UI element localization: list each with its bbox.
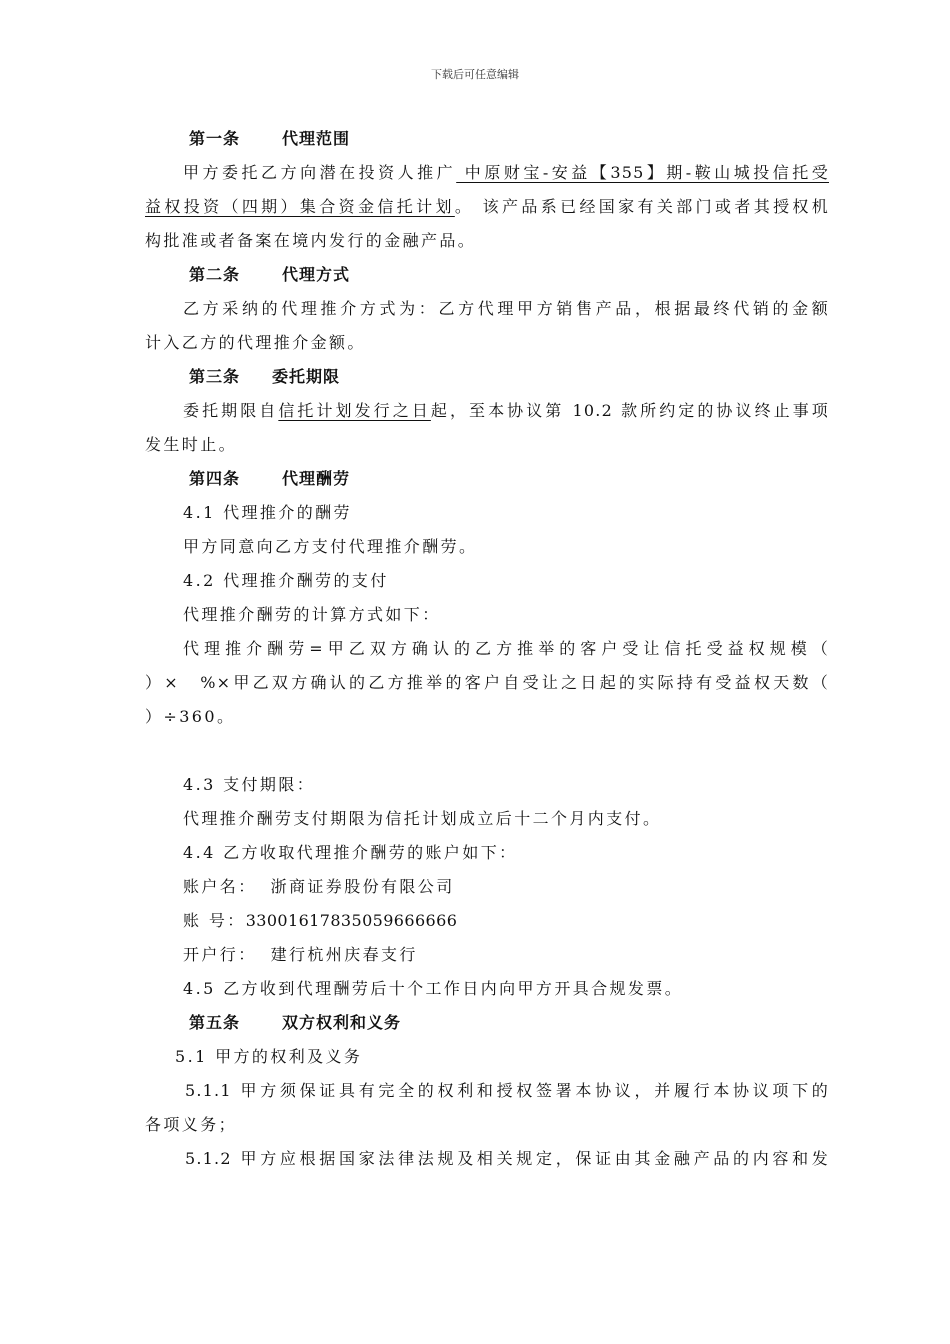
bank-branch-value: 建行杭州庆春支行 [270,945,418,964]
clause-4-3: 4.3 支付期限： [183,775,316,794]
account-name-label: 账户名： [183,877,257,896]
clause-5-1-1-line-1: 5.1.1 甲方须保证具有完全的权利和授权签署本协议，并履行本协议项下的 [185,1081,829,1100]
article-1-paragraph-line-3: 构批准或者备案在境内发行的金融产品。 [145,231,477,250]
bank-branch-label: 开户行： [183,945,257,964]
article-3-paragraph-line-1: 委托期限自信托计划发行之日起，至本协议第 10.2 款所约定的协议终止事项 [183,401,829,420]
article-1-paragraph-line-2: 益权投资（四期）集合资金信托计划。 该产品系已经国家有关部门或者其授权机 [145,197,829,216]
article-2-paragraph-line-2: 计入乙方的代理推介金额。 [145,333,366,352]
account-number-row [145,904,829,938]
article-1-paragraph-line-1: 甲方委托乙方向潜在投资人推广 中原财宝-安益【355】期-鞍山城投信托受 [183,163,829,182]
clause-4-4: 4.4 乙方收取代理推介酬劳的账户如下： [183,843,518,862]
article-2-number: 第二条 [189,265,241,284]
article-2-heading [145,258,829,292]
clause-4-2: 4.2 代理推介酬劳的支付 [183,571,389,590]
account-name-value: 浙商证券股份有限公司 [270,877,455,896]
article-1-title: 代理范围 [282,129,351,148]
formula-line-1: 代理推介酬劳=甲乙双方确认的乙方推举的客户受让信托受益权规模（ [183,639,829,658]
article-5-heading [145,1006,829,1040]
article-1-number: 第一条 [189,129,241,148]
article-1-heading [145,122,829,156]
formula-line-2: ）× %×甲乙双方确认的乙方推举的客户自受让之日起的实际持有受益权天数（ [145,673,829,692]
blank-line [145,734,829,768]
article-3-title: 委托期限 [272,367,341,386]
article-5-number: 第五条 [189,1013,241,1032]
clause-4-3-text: 代理推介酬劳支付期限为信托计划成立后十二个月内支付。 [183,809,662,828]
clause-4-1: 4.1 代理推介的酬劳 [183,503,352,522]
article-4-number: 第四条 [189,469,241,488]
account-name-row [145,870,829,904]
formula-line-3: ）÷360。 [145,707,236,726]
clause-5-1: 5.1 甲方的权利及义务 [175,1047,363,1066]
article-3-heading [145,360,829,394]
product-name-underlined-cont: 益权投资（四期）集合资金信托计划 [145,197,455,216]
document-body [145,122,829,1176]
clause-5-1-1-line-2: 各项义务； [145,1115,238,1134]
bank-branch-row [145,938,829,972]
article-2-title: 代理方式 [282,265,351,284]
clause-4-1-text: 甲方同意向乙方支付代理推介酬劳。 [183,537,478,556]
product-name-underlined: 中原财宝-安益【355】期-鞍山城投信托受 [456,163,829,182]
clause-5-1-2-line-1: 5.1.2 甲方应根据国家法律法规及相关规定，保证由其金融产品的内容和发 [185,1149,829,1168]
article-4-heading [145,462,829,496]
clause-4-5: 4.5 乙方收到代理酬劳后十个工作日内向甲方开具合规发票。 [183,979,684,998]
article-4-title: 代理酬劳 [282,469,351,488]
clause-4-2-text: 代理推介酬劳的计算方式如下： [183,605,441,624]
trust-issue-date-underlined: 信托计划发行之日 [278,401,431,420]
article-3-number: 第三条 [189,367,241,386]
account-number-value: 33001617835059666666 [245,911,458,930]
account-number-label: 账 号： [183,911,246,930]
article-5-title: 双方权利和义务 [282,1013,402,1032]
article-3-paragraph-line-2: 发生时止。 [145,435,238,454]
page-header: 下载后可任意编辑 [431,68,519,81]
article-2-paragraph-line-1: 乙方采纳的代理推介方式为：乙方代理甲方销售产品，根据最终代销的金额 [183,299,829,318]
